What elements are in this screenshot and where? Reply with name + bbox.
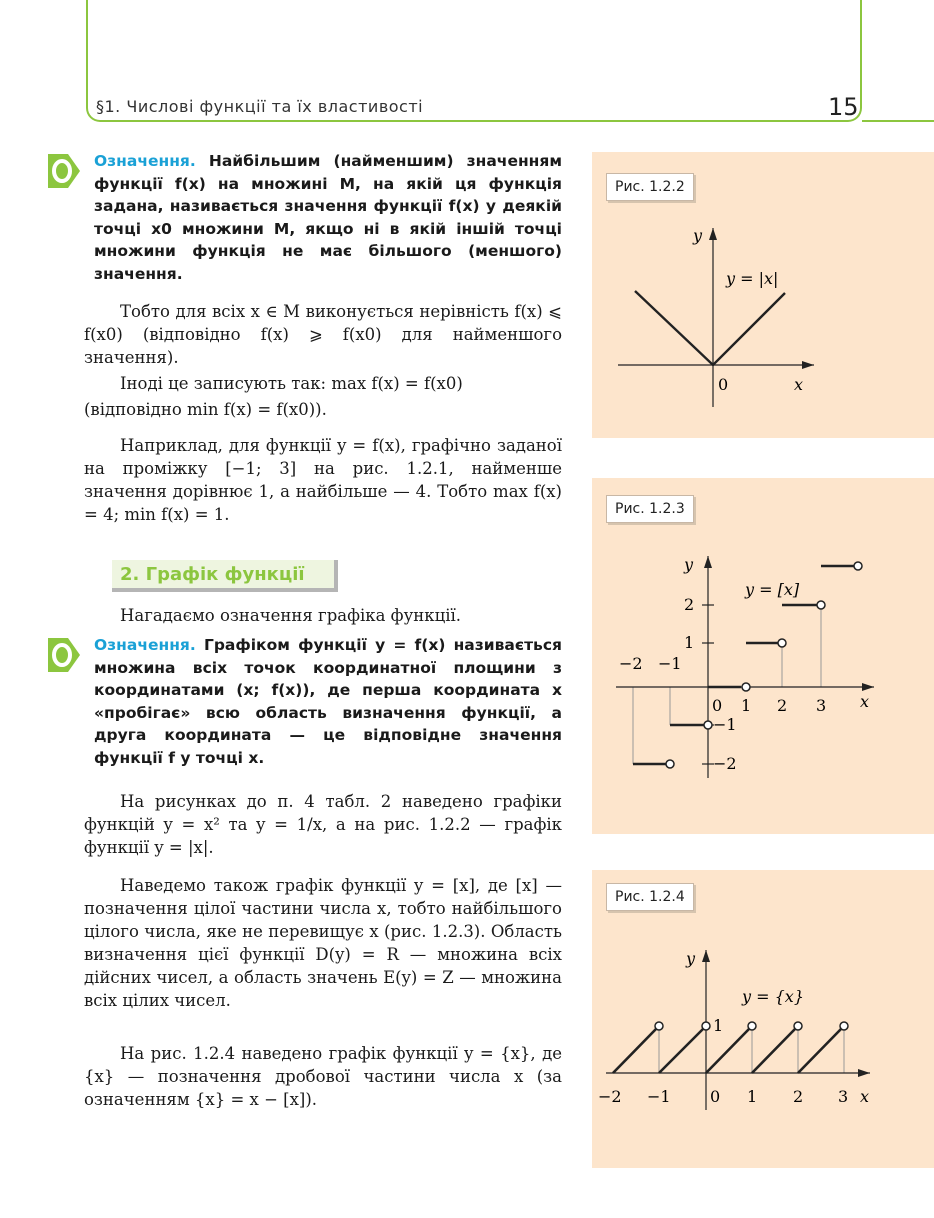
open-points [655,1022,848,1030]
abs-curve [635,291,785,365]
origin-label: 0 [710,1087,721,1106]
paragraph: (відповідно min f(x) = f(x0)). [84,400,327,419]
figure-label: Рис. 1.2.4 [606,883,694,911]
function-label: y = {x} [742,987,804,1006]
y-axis-arrow [702,950,710,962]
y-tick-label: 1 [713,1016,724,1035]
paragraph: Наведемо також графік функції y = [x], де [x] — позначення цілої частини числа x, тобто найбільшого цілого числа, яке не перевищує x (рис. 1.2.3). Область визначення цієї функції D(y) = R — множина всіх дійсних чисел, а область значень E(y) = Z — множина всіх цілих чисел. [84,876,562,1010]
definition-label: Означення. [94,152,196,170]
paragraph: На рис. 1.2.4 наведено графік функції y = {x}, де {x} — позначення дробової частини числа x (за означенням {x} = x − [x]). [84,1044,562,1109]
x-tick-label: 2 [793,1087,804,1106]
paragraph: Нагадаємо означення графіка функції. [120,606,462,625]
x-tick-label: −2 [619,654,643,673]
section-heading [112,560,338,592]
definition-label: Означення. [94,636,196,654]
abs-graph [592,152,934,438]
section-heading-text: 2. Графік функції [120,564,305,585]
definition-icon [46,636,82,674]
origin-label: 0 [712,696,723,715]
page-number: 15 [828,93,859,121]
x-tick-label: 1 [741,696,752,715]
origin-label: 0 [718,375,729,394]
y-axis-label: y [693,226,703,245]
paragraph: Іноді це записують так: max f(x) = f(x0) [120,374,463,393]
x-axis-label: x [860,1087,870,1106]
x-tick-label: 2 [777,696,788,715]
function-label: y = [x] [745,580,800,599]
y-tick-label: 2 [684,595,695,614]
frac-graph [592,870,934,1168]
figure-label: Рис. 1.2.2 [606,173,694,201]
figure-label: Рис. 1.2.3 [606,495,694,523]
y-tick-label: −1 [713,715,737,734]
guide-lines [659,1026,844,1073]
y-axis-arrow [704,556,712,568]
y-axis-label: y [684,555,694,574]
y-tick-label: 1 [684,633,695,652]
x-axis-arrow [862,683,874,691]
y-tick-label: −2 [713,754,737,773]
paragraph: Наприклад, для функції y = f(x), графічно заданої на проміжку [−1; 3] на рис. 1.2.1, найменше значення дорівнює 1, а найбільше — 4. Тобто max f(x) = 4; min f(x) = 1. [84,436,562,524]
paragraph: На рисунках до п. 4 табл. 2 наведено графіки функцій y = x² та y = 1/x, а на рис. 1.2.2 — графік функції y = |x|. [84,792,562,857]
x-axis-label: x [860,692,870,711]
definition-icon [46,152,82,190]
definition-2 [94,634,562,770]
x-tick-label: −1 [647,1087,671,1106]
x-tick-label: −2 [598,1087,622,1106]
section-title: §1. Числові функції та їх властивості [96,97,424,116]
x-tick-label: 3 [838,1087,849,1106]
function-label: y = |x| [726,269,779,288]
y-axis-label: y [686,949,696,968]
paragraph: Тобто для всіх x ∈ M виконується нерівність f(x) ⩽ f(x0) (відповідно f(x) ⩾ f(x0) для найменшого значення). [84,302,562,367]
definition-text: Графіком функції y = f(x) називається множина всіх точок координатної площини з координатами (x; f(x)), де перша координата x «пробігає» всю область визначення функції, а друга координата — це відповідне значення функції f у точці x. [94,636,562,767]
x-axis-arrow [858,1069,870,1077]
sawtooth-segments [613,1029,841,1073]
x-tick-label: 1 [747,1087,758,1106]
definition-text: Найбільшим (найменшим) значенням функції f(x) на множині M, на якій ця функція задана, називається значення функції f(x) у деякій точці x0 множини M, якщо ні в якій іншій точці множини функція не має більшого (меншого) значення. [94,152,562,283]
definition-1 [94,150,562,286]
guide-lines [633,605,821,764]
floor-graph [592,478,934,834]
x-axis-label: x [794,375,804,394]
header-rule [862,120,934,122]
x-axis-arrow [802,361,814,369]
x-tick-label: 3 [816,696,827,715]
x-tick-label: −1 [658,654,682,673]
y-axis-arrow [709,228,717,240]
